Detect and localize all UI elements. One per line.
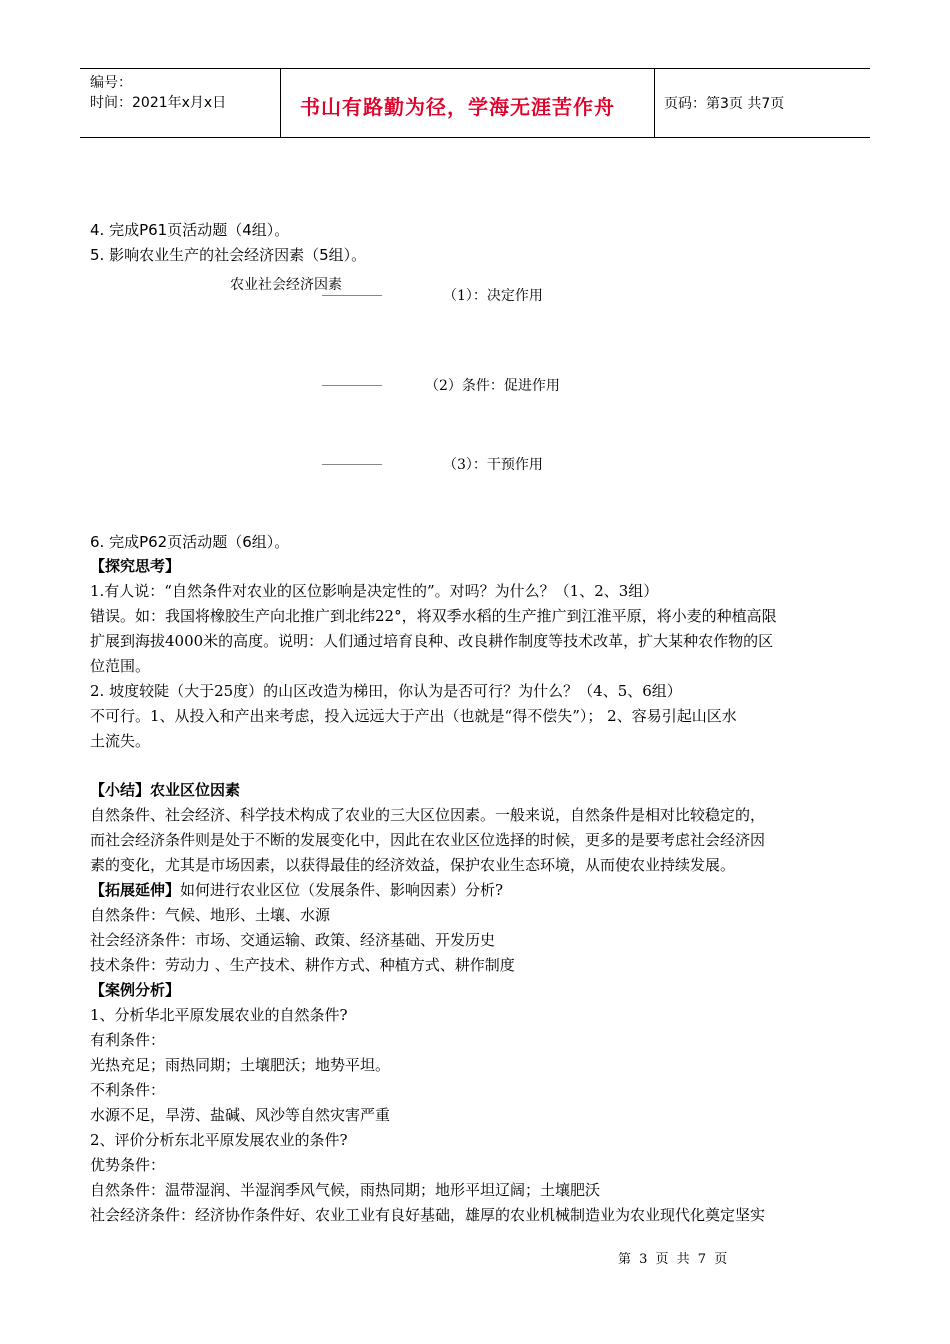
- tree-branch-line-3: [322, 464, 382, 465]
- extend-line2: 社会经济条件：市场、交通运输、政策、经济基础、开发历史: [90, 931, 496, 949]
- explore-a1-line1: 错误。如：我国将橡胶生产向北推广到北纬22°，将双季水稻的生产推广到江淮平原，将小麦的种植高限: [90, 607, 777, 625]
- summary-title: 【小结】农业区位因素: [90, 781, 241, 799]
- case1-question: 1、分析华北平原发展农业的自然条件?: [90, 1006, 348, 1024]
- header-table: [80, 68, 870, 138]
- header-divider-1: [280, 69, 281, 137]
- case2-question: 2、评价分析东北平原发展农业的条件?: [90, 1131, 348, 1149]
- summary-line2: 而社会经济条件则是处于不断的发展变化中，因此在农业区位选择的时候，更多的是要考虑社会经济因: [90, 831, 766, 849]
- explore-title: 【探究思考】: [90, 557, 181, 575]
- task-4: 4. 完成P61页活动题（4组）。: [90, 221, 290, 239]
- explore-a1-line2: 扩展到海拔4000米的高度。说明：人们通过培育良种、改良耕作制度等技术改革，扩大某种农作物的区: [90, 632, 774, 650]
- task-5: 5. 影响农业生产的社会经济因素（5组）。: [90, 246, 367, 264]
- header-page-info: 页码：第3页 共7页: [664, 96, 785, 112]
- extend-line1: 自然条件：气候、地形、土壤、水源: [90, 906, 331, 924]
- header-motto: 书山有路勤为径，学海无涯苦作舟: [300, 95, 615, 119]
- case1-favorable-label: 有利条件：: [90, 1031, 166, 1049]
- summary-line3: 素的变化，尤其是市场因素，以获得最佳的经济效益，保护农业生态环境，从而使农业持续发展。: [90, 856, 736, 874]
- tree-branch-1: （1）：决定作用: [443, 288, 543, 304]
- extend-line3: 技术条件：劳动力 、生产技术、耕作方式、种植方式、耕作制度: [90, 956, 515, 974]
- tree-branch-line-2: [322, 385, 382, 386]
- explore-q1: 1.有人说：“自然条件对农业的区位影响是决定性的”。对吗？为什么？（1、2、3组）: [90, 582, 659, 600]
- summary-line1: 自然条件、社会经济、科学技术构成了农业的三大区位因素。一般来说，自然条件是相对比较稳定的，: [90, 806, 766, 824]
- case1-unfavorable: 水源不足，旱涝、盐碱、风沙等自然灾害严重: [90, 1106, 391, 1124]
- extend-title: 【拓展延伸】: [90, 881, 181, 899]
- header-left-cell: [90, 73, 226, 113]
- cases-title: 【案例分析】: [90, 981, 181, 999]
- explore-a1-line3: 位范围。: [90, 657, 151, 675]
- tree-branch-line-1: [322, 295, 382, 296]
- tree-branch-2: （2）条件：促进作用: [425, 378, 560, 394]
- tree-branch-3: （3）：干预作用: [443, 457, 543, 473]
- date-label: 时间：2021年x月x日: [90, 95, 227, 111]
- tree-root: 农业社会经济因素: [230, 277, 342, 293]
- header-divider-2: [654, 69, 655, 137]
- number-label: 编号：: [90, 75, 132, 91]
- explore-a2-line1: 不可行。1、从投入和产出来考虑，投入远远大于产出（也就是“得不偿失”）； 2、容易引起山区水: [90, 707, 737, 725]
- page-footer: 第 3 页 共 7 页: [618, 1252, 730, 1267]
- task-6: 6. 完成P62页活动题（6组）。: [90, 533, 290, 551]
- extend-heading: [90, 878, 503, 902]
- case2-socioeconomic: 社会经济条件：经济协作条件好、农业工业有良好基础，雄厚的农业机械制造业为农业现代化奠定坚实: [90, 1206, 766, 1224]
- case1-unfavorable-label: 不利条件：: [90, 1081, 166, 1099]
- extend-question: 如何进行农业区位（发展条件、影响因素）分析?: [180, 881, 504, 899]
- case1-favorable: 光热充足；雨热同期；土壤肥沃；地势平坦。: [90, 1056, 391, 1074]
- case2-advantage-label: 优势条件：: [90, 1156, 166, 1174]
- case2-natural: 自然条件：温带湿润、半湿润季风气候，雨热同期；地形平坦辽阔；土壤肥沃: [90, 1181, 601, 1199]
- explore-a2-line2: 土流失。: [90, 732, 151, 750]
- explore-q2: 2. 坡度较陡（大于25度）的山区改造为梯田，你认为是否可行？为什么？（4、5、6组）: [90, 682, 682, 700]
